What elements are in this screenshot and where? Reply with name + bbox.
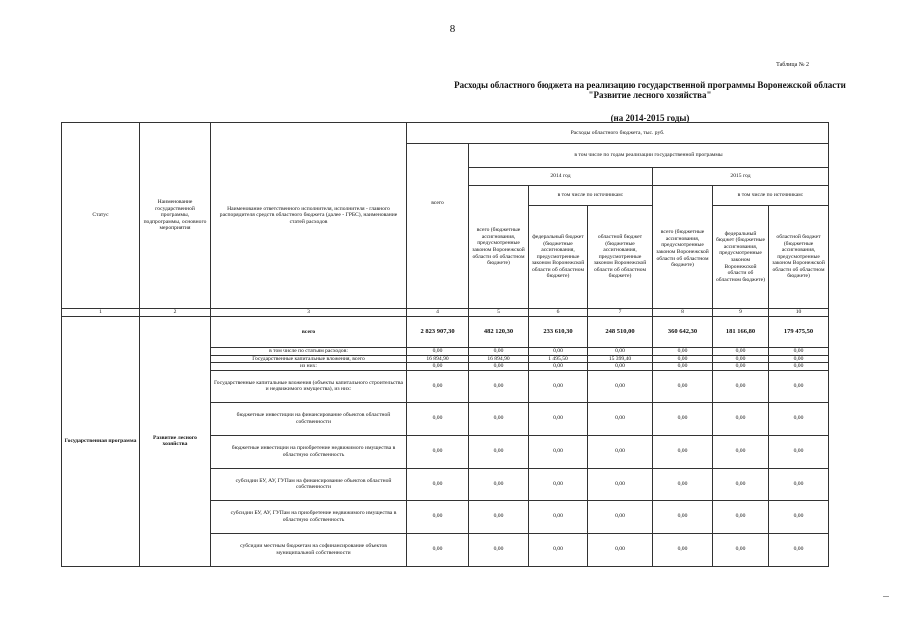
header-total-2014: всего (бюджетные ассигнования, предусмотренные законом Воронежской области об областном бюджете) [469,186,529,309]
cell-value: 0,00 [529,370,588,402]
header-expenses: Расходы областного бюджета, тыс. руб. [407,123,829,144]
cell-value: 0,00 [653,533,713,566]
cell-value: 0,00 [653,500,713,533]
scan-mark [883,596,889,597]
table-label: Таблица № 2 [776,62,809,68]
cell-value: 0,00 [529,435,588,468]
program-name: Развитие лесного хозяйства [140,317,211,567]
cell-value: 0,00 [407,370,469,402]
cell-value: 0,00 [529,533,588,566]
cell-value: 248 510,00 [588,317,653,348]
cell-value: 0,00 [653,363,713,371]
cell-value: 0,00 [769,363,829,371]
title-line-1: Расходы областного бюджета на реализацию государственной программы Воронежской области [454,80,846,90]
header-federal-2015: федеральный бюджет (бюджетные ассигнования, предусмотренные законом Воронежской области об областном бюджете) [713,206,769,309]
cell-value: 0,00 [407,500,469,533]
cell-value: 0,00 [469,500,529,533]
cell-value: 0,00 [407,402,469,435]
column-number: 3 [211,309,407,317]
cell-value: 0,00 [769,402,829,435]
cell-value: 0,00 [769,500,829,533]
cell-value: 0,00 [588,468,653,500]
cell-value: 0,00 [769,348,829,356]
cell-value: 233 610,30 [529,317,588,348]
column-number: 6 [529,309,588,317]
period-label: (на 2014-2015 годы) [610,113,690,123]
cell-value: 0,00 [407,363,469,371]
header-total: всего [407,144,469,309]
header-by-years: в том числе по годам реализации государственной программы [469,144,829,168]
cell-value: 0,00 [529,402,588,435]
cell-value: 0,00 [529,468,588,500]
cell-value: 0,00 [769,370,829,402]
cell-value: 482 120,30 [469,317,529,348]
cell-value: 0,00 [469,402,529,435]
cell-value: 0,00 [529,363,588,371]
expenses-table [61,122,829,567]
cell-value: 0,00 [407,435,469,468]
cell-value: 0,00 [469,533,529,566]
cell-value: 0,00 [529,500,588,533]
cell-value: 0,00 [713,533,769,566]
row-label: Государственные капитальные вложения, всего [211,355,407,363]
page-title [380,80,905,100]
cell-value: 360 642,30 [653,317,713,348]
cell-value: 0,00 [713,402,769,435]
column-number: 1 [62,309,140,317]
cell-value: 0,00 [769,468,829,500]
column-number: 5 [469,309,529,317]
cell-value: 0,00 [653,355,713,363]
cell-value: 0,00 [407,348,469,356]
cell-value: 181 166,80 [713,317,769,348]
cell-value: 0,00 [588,363,653,371]
cell-value: 0,00 [653,402,713,435]
header-sources-2014: в том числе по источникам: [529,186,653,206]
cell-value: 0,00 [469,363,529,371]
cell-value: 0,00 [713,355,769,363]
cell-value: 2 823 907,30 [407,317,469,348]
cell-value: 0,00 [588,402,653,435]
row-label: субсидии местным бюджетам на софинансирование объектов муниципальной собственности [211,533,407,566]
cell-value: 0,00 [713,370,769,402]
header-federal-2014: федеральный бюджет (бюджетные ассигнования, предусмотренные законом Воронежской области об областном бюджете) [529,206,588,309]
cell-value: 0,00 [469,435,529,468]
cell-value: 0,00 [469,370,529,402]
cell-value: 0,00 [653,468,713,500]
cell-value: 16 894,90 [407,355,469,363]
header-regional-2015: областной бюджет (бюджетные ассигнования, предусмотренные законом Воронежской области об областном бюджете) [769,206,829,309]
header-executor: Наименование ответственного исполнителя, исполнителя - главного распорядителя средств областного бюджета (далее - ГРБС), наименование статей расходов [211,123,407,309]
cell-value: 0,00 [713,468,769,500]
cell-value: 0,00 [588,435,653,468]
row-label: Государственные капитальные вложения (объекты капитального строительства и недвижимого имущества), из них: [211,370,407,402]
row-label: в том числе по статьям расходов: [211,348,407,356]
cell-value: 0,00 [653,435,713,468]
column-number: 9 [713,309,769,317]
title-line-2: "Развитие лесного хозяйства" [588,90,712,100]
row-label: бюджетные инвестиции на финансирование объектов областной собственности [211,402,407,435]
header-year-2015: 2015 год [653,168,829,186]
cell-value: 0,00 [769,533,829,566]
header-name: Наименование государственной программы, подпрограммы, основного мероприятия [140,123,211,309]
cell-value: 0,00 [588,348,653,356]
cell-value: 0,00 [769,355,829,363]
header-sources-2015: в том числе по источникам: [713,186,829,206]
cell-value: 0,00 [469,468,529,500]
program-status: Государственная программа [62,317,140,567]
row-label: субсидии БУ, АУ, ГУПам на финансирование объектов областной собственности [211,468,407,500]
header-regional-2014: областной бюджет (бюджетные ассигнования, предусмотренные законом Воронежской области об областном бюджете) [588,206,653,309]
row-label: бюджетные инвестиции на приобретение недвижимого имущества в областную собственность [211,435,407,468]
cell-value: 0,00 [469,348,529,356]
header-status: Статус [62,123,140,309]
cell-value: 0,00 [713,363,769,371]
cell-value: 179 475,50 [769,317,829,348]
cell-value: 0,00 [529,348,588,356]
header-total-2015: всего (бюджетные ассигнования, предусмотренные законом Воронежской области об областном бюджете) [653,186,713,309]
column-number: 7 [588,309,653,317]
cell-value: 0,00 [713,435,769,468]
column-number: 8 [653,309,713,317]
cell-value: 0,00 [588,533,653,566]
cell-value: 0,00 [588,370,653,402]
cell-value: 0,00 [407,468,469,500]
row-label: всего [211,317,407,348]
cell-value: 1 495,50 [529,355,588,363]
cell-value: 0,00 [713,500,769,533]
row-label: субсидии БУ, АУ, ГУПам на приобретение недвижимого имущества в областную собственность [211,500,407,533]
cell-value: 15 399,40 [588,355,653,363]
cell-value: 16 894,90 [469,355,529,363]
cell-value: 0,00 [713,348,769,356]
row-label: из них: [211,363,407,371]
cell-value: 0,00 [653,348,713,356]
column-number: 4 [407,309,469,317]
column-number: 10 [769,309,829,317]
page-number: 8 [449,23,456,35]
header-year-2014: 2014 год [469,168,653,186]
cell-value: 0,00 [407,533,469,566]
cell-value: 0,00 [769,435,829,468]
cell-value: 0,00 [588,500,653,533]
column-number: 2 [140,309,211,317]
cell-value: 0,00 [653,370,713,402]
